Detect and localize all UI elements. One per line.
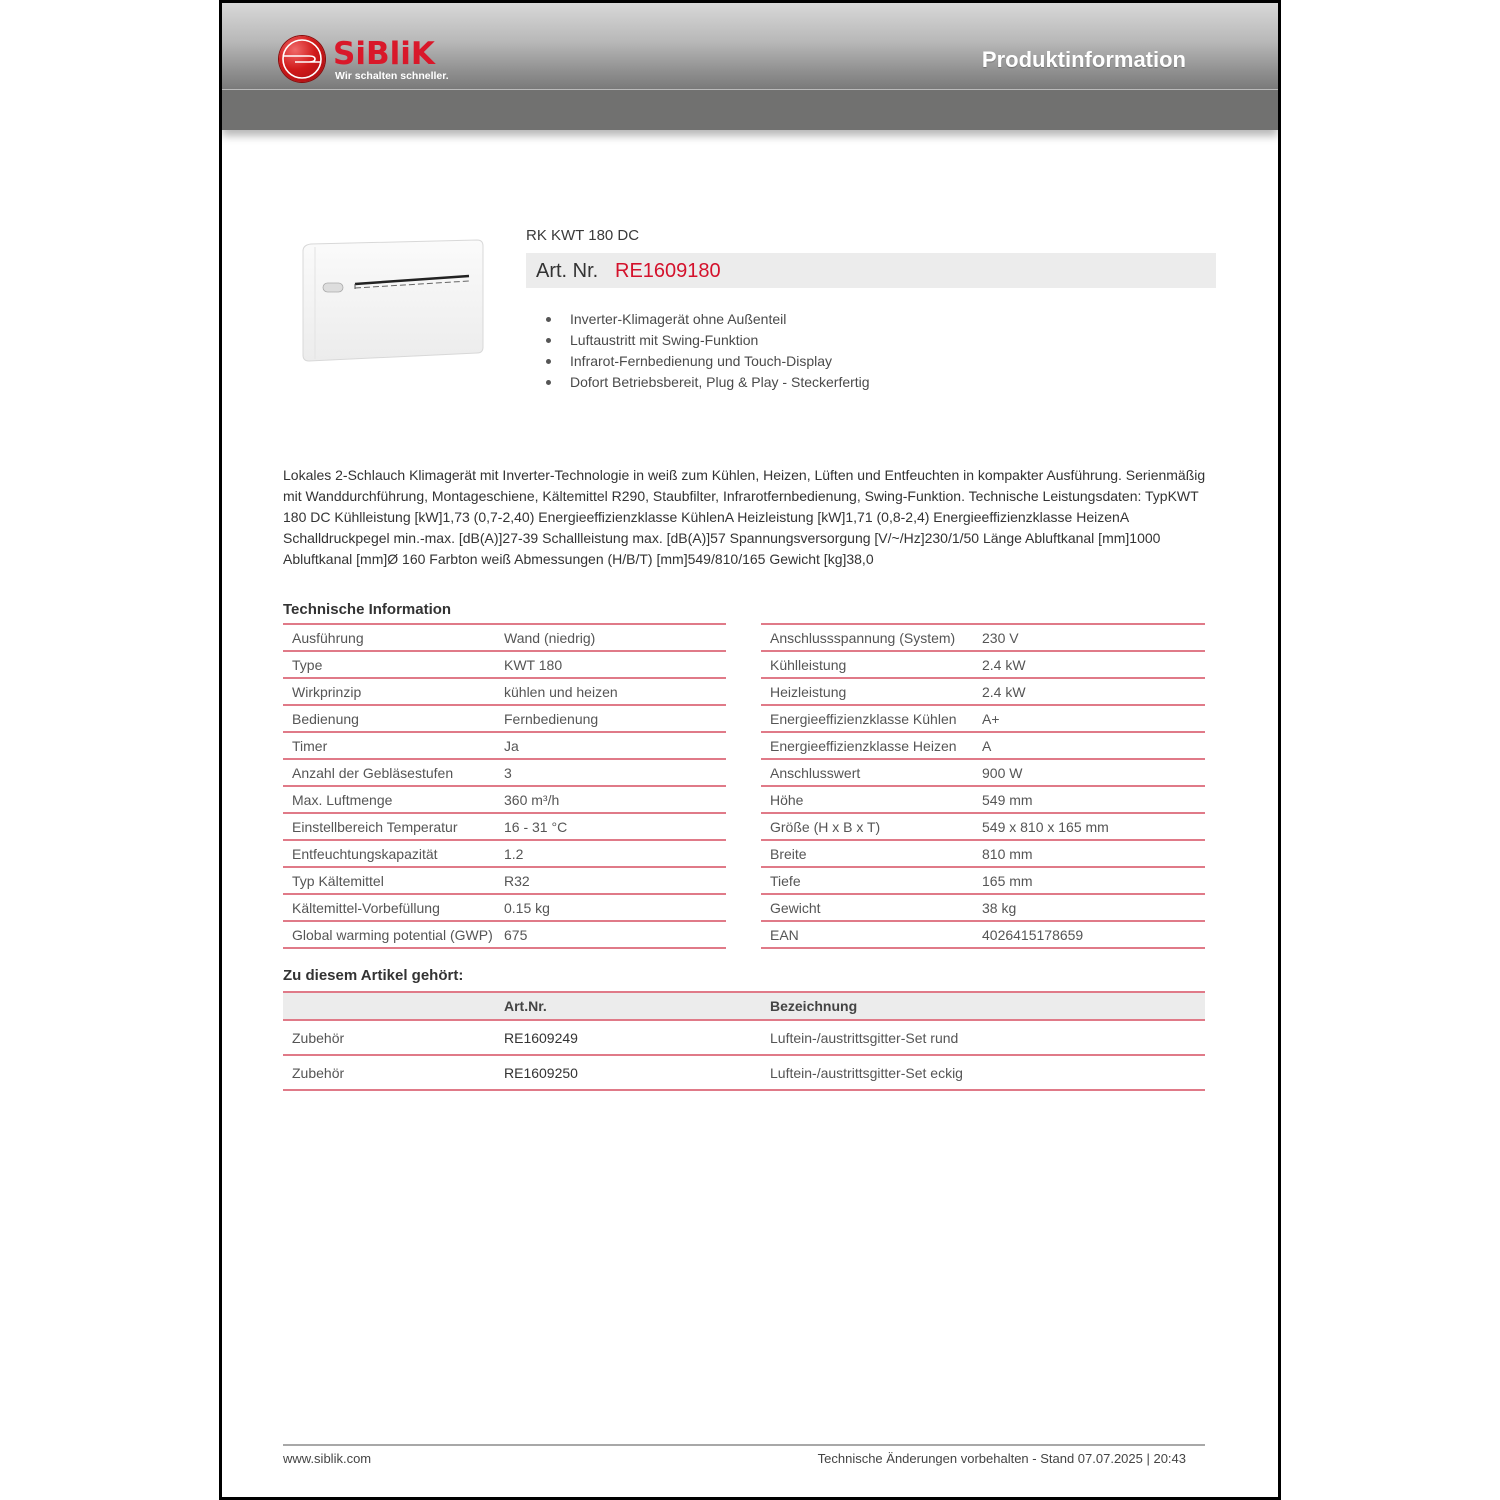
- spec-label: Max. Luftmenge: [283, 786, 495, 813]
- spec-value: Ja: [495, 732, 726, 759]
- table-row: [283, 786, 726, 813]
- spec-label: Type: [283, 651, 495, 678]
- feature-item: Dofort Betriebsbereit, Plug & Play - Steckerfertig: [526, 372, 870, 393]
- table-row: [761, 867, 1205, 894]
- table-row: [283, 867, 726, 894]
- spec-label: Anzahl der Gebläsestufen: [283, 759, 495, 786]
- table-row: [283, 624, 726, 651]
- article-number-label: Art. Nr.: [536, 260, 599, 282]
- table-row: [283, 678, 726, 705]
- table-row: [761, 759, 1205, 786]
- product-name: RK KWT 180 DC: [526, 227, 640, 244]
- spec-label: Kältemittel-Vorbefüllung: [283, 894, 495, 921]
- spec-label: Kühlleistung: [761, 651, 973, 678]
- spec-value: 4026415178659: [973, 921, 1205, 948]
- spec-value: 165 mm: [973, 867, 1205, 894]
- article-number-bar: [526, 253, 1216, 288]
- spec-label: Breite: [761, 840, 973, 867]
- column-header-name: Bezeichnung: [761, 992, 1205, 1020]
- table-row: [761, 705, 1205, 732]
- spec-value: A+: [973, 705, 1205, 732]
- spec-label: Ausführung: [283, 624, 495, 651]
- table-row: [283, 813, 726, 840]
- table-row: [283, 651, 726, 678]
- spec-label: Gewicht: [761, 894, 973, 921]
- table-row: [761, 732, 1205, 759]
- spec-value: 38 kg: [973, 894, 1205, 921]
- table-row: [761, 840, 1205, 867]
- spec-value: KWT 180: [495, 651, 726, 678]
- spec-label: Energieeffizienzklasse Heizen: [761, 732, 973, 759]
- table-row: [283, 921, 726, 948]
- accessory-artnr: RE1609250: [495, 1055, 761, 1090]
- accessory-type: Zubehör: [283, 1020, 495, 1055]
- table-row: [283, 1020, 1205, 1055]
- table-row: [761, 813, 1205, 840]
- logo-tagline: Wir schalten schneller.: [335, 70, 449, 82]
- spec-label: Größe (H x B x T): [761, 813, 973, 840]
- spec-value: A: [973, 732, 1205, 759]
- spec-value: 1.2: [495, 840, 726, 867]
- spec-value: 0.15 kg: [495, 894, 726, 921]
- spec-value: Fernbedienung: [495, 705, 726, 732]
- feature-item: Infrarot-Fernbedienung und Touch-Display: [526, 351, 870, 372]
- spec-value: 900 W: [973, 759, 1205, 786]
- feature-item: Luftaustritt mit Swing-Funktion: [526, 330, 870, 351]
- table-header-row: [283, 992, 1205, 1020]
- accessories-table: [283, 991, 1205, 1091]
- spec-label: Typ Kältemittel: [283, 867, 495, 894]
- spec-label: EAN: [761, 921, 973, 948]
- spec-label: Anschlusswert: [761, 759, 973, 786]
- table-row: [761, 678, 1205, 705]
- spec-value: 230 V: [973, 624, 1205, 651]
- spec-value: 549 x 810 x 165 mm: [973, 813, 1205, 840]
- table-row: [761, 651, 1205, 678]
- spec-value: 549 mm: [973, 786, 1205, 813]
- tech-info-title: Technische Information: [283, 601, 452, 618]
- spec-label: Heizleistung: [761, 678, 973, 705]
- footer-website: www.siblik.com: [283, 1451, 372, 1466]
- spec-label: Energieeffizienzklasse Kühlen: [761, 705, 973, 732]
- tech-table-left: [283, 623, 726, 949]
- spec-value: Wand (niedrig): [495, 624, 726, 651]
- table-row: [283, 840, 726, 867]
- spec-label: Timer: [283, 732, 495, 759]
- spec-value: kühlen und heizen: [495, 678, 726, 705]
- product-description: Lokales 2-Schlauch Klimagerät mit Inverter-Technologie in weiß zum Kühlen, Heizen, Lüften und Entfeuchten in kompakter Ausführung. Serienmäßig mit Wanddurchführung, Montageschiene, Kältemittel R290, Staubfilter, Infrarotfernbedienung, Swing-Funktion. Technische Leistungsdaten: TypKWT 180 DC Kühlleistung [kW]1,73 (0,7-2,40) Energieeffizienzklasse KühlenA Heizleistung [kW]1,71 (0,8-2,4) Energieeffizienzklasse HeizenA Schalldruckpegel min.-max. [dB(A)]27-39 Schallleistung max. [dB(A)]57 Spannungsversorgung [V/~/Hz]230/1/50 Länge Abluftkanal [mm]1000 Abluftkanal [mm]Ø 160 Farbton weiß Abmessungen (H/B/T) [mm]549/810/165 Gewicht [kg]38,0: [283, 467, 1206, 567]
- product-datasheet-page: [219, 0, 1281, 1500]
- accessory-artnr: RE1609249: [495, 1020, 761, 1055]
- footer-divider: [283, 1444, 1205, 1446]
- table-row: [283, 1055, 1205, 1090]
- spec-value: 2.4 kW: [973, 678, 1205, 705]
- spec-label: Wirkprinzip: [283, 678, 495, 705]
- logo-wordmark: SiBliK: [333, 36, 435, 72]
- accessory-name: Luftein-/austrittsgitter-Set rund: [761, 1020, 1205, 1055]
- spec-label: Entfeuchtungskapazität: [283, 840, 495, 867]
- spec-value: 675: [495, 921, 726, 948]
- table-row: [283, 894, 726, 921]
- siblik-logo: [279, 36, 469, 86]
- spec-value: 810 mm: [973, 840, 1205, 867]
- spec-label: Höhe: [761, 786, 973, 813]
- table-row: [761, 624, 1205, 651]
- spec-label: Einstellbereich Temperatur: [283, 813, 495, 840]
- column-header-artnr: Art.Nr.: [495, 992, 761, 1020]
- feature-item: Inverter-Klimagerät ohne Außenteil: [526, 309, 870, 330]
- table-row: [761, 786, 1205, 813]
- spec-value: 2.4 kW: [973, 651, 1205, 678]
- page-title: Produktinformation: [981, 47, 1186, 72]
- spec-label: Bedienung: [283, 705, 495, 732]
- table-row: [283, 732, 726, 759]
- product-image: [297, 239, 487, 363]
- column-header-type: [283, 992, 495, 1020]
- table-row: [283, 759, 726, 786]
- spec-value: 16 - 31 °C: [495, 813, 726, 840]
- table-row: [761, 894, 1205, 921]
- feature-list: [526, 309, 870, 393]
- spec-value: 3: [495, 759, 726, 786]
- accessory-type: Zubehör: [283, 1055, 495, 1090]
- spec-value: R32: [495, 867, 726, 894]
- article-number-value: RE1609180: [615, 260, 721, 282]
- header-band: [222, 90, 1278, 130]
- spec-value: 360 m³/h: [495, 786, 726, 813]
- logo-ball-icon: [279, 36, 325, 82]
- tech-table-right: [761, 623, 1205, 949]
- spec-label: Tiefe: [761, 867, 973, 894]
- spec-label: Anschlussspannung (System): [761, 624, 973, 651]
- spec-label: Global warming potential (GWP): [283, 921, 495, 948]
- accessory-name: Luftein-/austrittsgitter-Set eckig: [761, 1055, 1205, 1090]
- table-row: [283, 705, 726, 732]
- footer-notice: Technische Änderungen vorbehalten - Stand 07.07.2025 | 20:43: [817, 1451, 1186, 1466]
- accessories-title: Zu diesem Artikel gehört:: [283, 967, 464, 984]
- table-row: [761, 921, 1205, 948]
